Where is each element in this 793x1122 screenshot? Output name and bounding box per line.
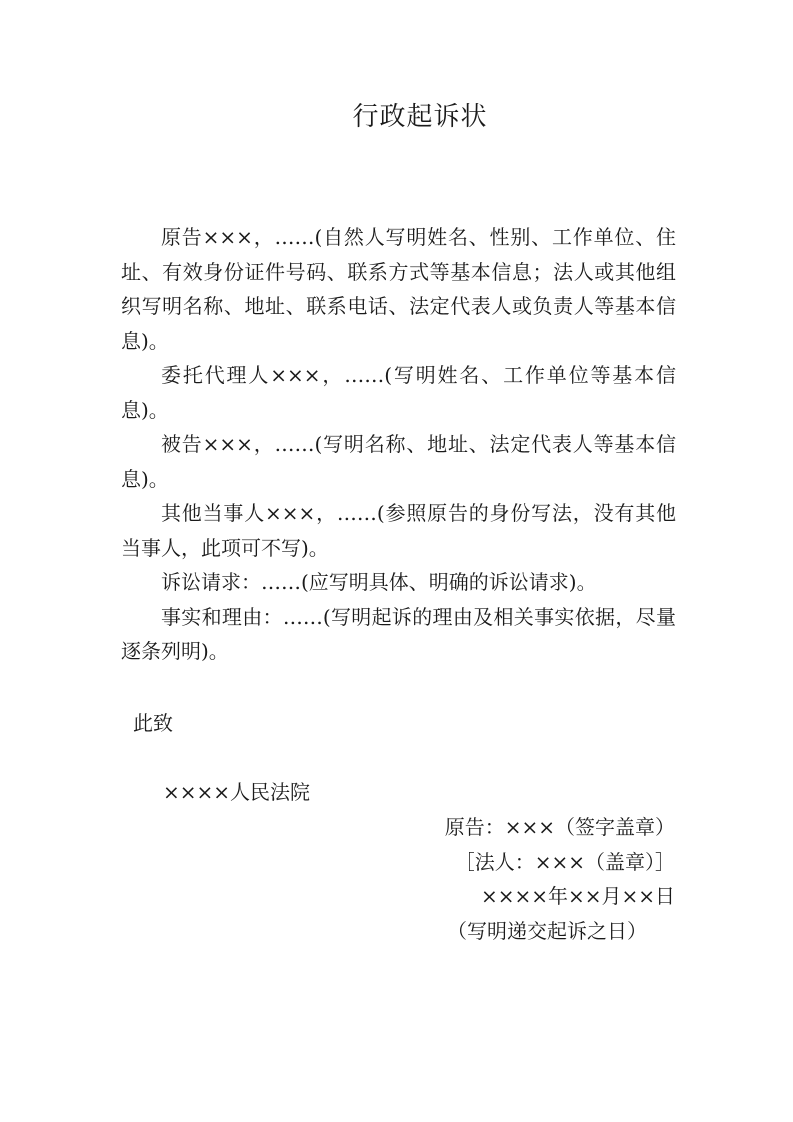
plaintiff-signature: 原告：×××（签字盖章） <box>444 815 675 839</box>
paragraph-facts-reasons: 事实和理由：……(写明起诉的理由及相关事实依据，尽量逐条列明)。 <box>121 604 676 663</box>
document-body <box>121 220 676 669</box>
paragraph-agent: 委托代理人×××，……(写明姓名、工作单位等基本信息)。 <box>121 363 676 422</box>
court-name: ××××人民法院 <box>163 780 311 804</box>
document-title: 行政起诉状 <box>352 102 488 132</box>
paragraph-other-parties: 其他当事人×××，……(参照原告的身份写法，没有其他当事人，此项可不写)。 <box>121 501 676 560</box>
paragraph-defendant: 被告×××，……(写明名称、地址、法定代表人等基本信息)。 <box>121 432 676 491</box>
filing-date-note: （写明递交起诉之日） <box>447 918 647 943</box>
filing-date: ××××年××月××日 <box>480 884 675 908</box>
salutation: 此致 <box>133 711 173 735</box>
paragraph-plaintiff: 原告×××，……(自然人写明姓名、性别、工作单位、住址、有效身份证件号码、联系方式等基本信息；法人或其他组织写明名称、地址、联系电话、法定代表人或负责人等基本信息)。 <box>121 225 676 353</box>
paragraph-claims: 诉讼请求：……(应写明具体、明确的诉讼请求)。 <box>161 570 597 594</box>
legal-person-seal: ［法人：×××（盖章）］ <box>454 849 675 874</box>
signature-block <box>445 810 675 948</box>
